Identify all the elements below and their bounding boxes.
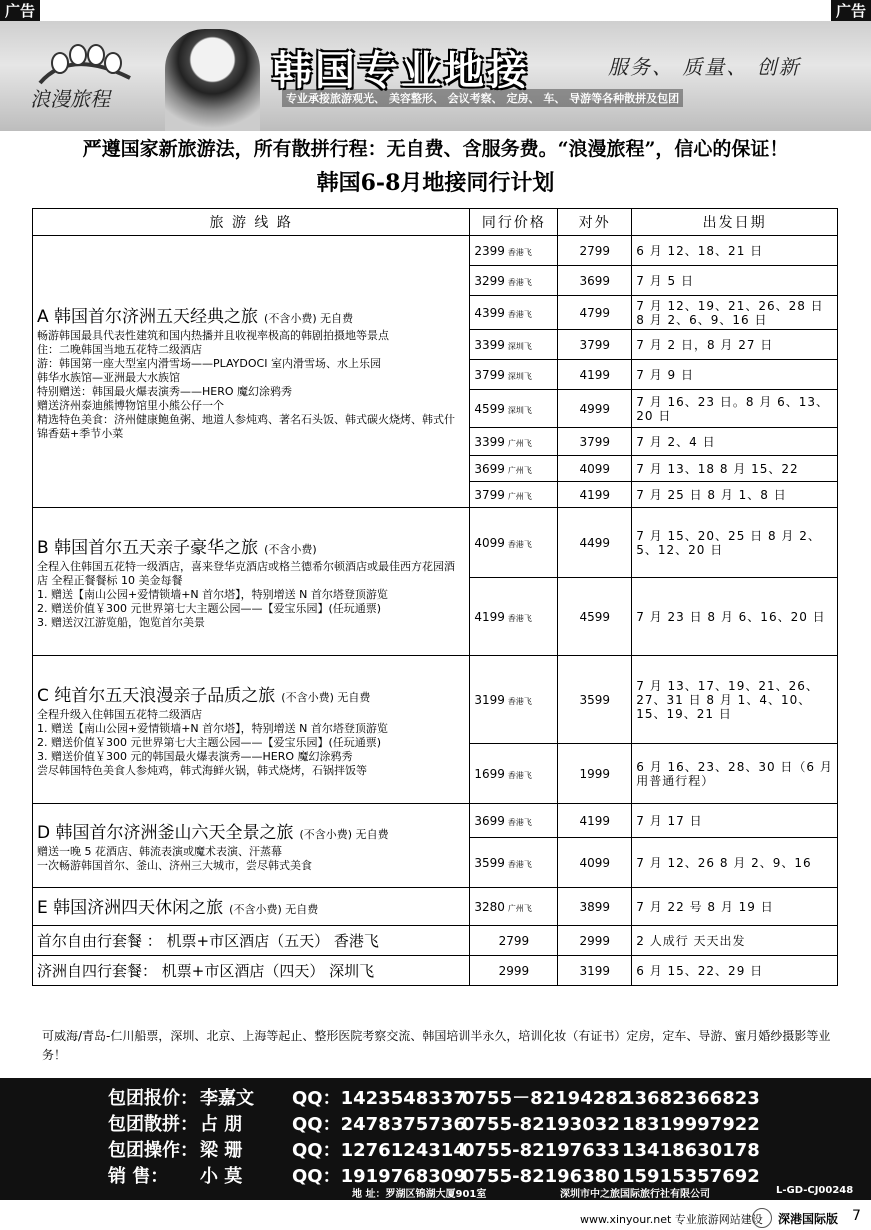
itinerary-table: [32, 208, 838, 986]
price-cell: 3799 深圳飞: [470, 360, 558, 390]
route-title: D 韩国首尔济洲釜山六天全景之旅 (不含小费) 无自费: [37, 823, 389, 843]
route-cell: [33, 888, 470, 926]
price-cell: 3280 广州飞: [470, 888, 558, 926]
headline: 严遵国家新旅游法，所有散拼行程：无自费、含服务费。“浪漫旅程”，信心的保证！: [82, 138, 789, 160]
out-price-cell: 4199: [558, 804, 632, 838]
seal-icon: [752, 1208, 772, 1228]
dates-cell: 7 月 17 日: [632, 804, 838, 838]
route-desc: 3. 赠送价值￥300 元的韩国最火爆表演秀——HERO 魔幻涂鸦秀: [37, 750, 353, 763]
edition: 深港国际版: [778, 1212, 839, 1226]
out-price-cell: 4799: [558, 296, 632, 330]
out-price-cell: 1999: [558, 744, 632, 804]
header-route: 旅 游 线 路: [33, 209, 470, 236]
footnote: 可威海/青岛-仁川船票，深圳、北京、上海等起止、整形医院考察交流、韩国培训半永久，培训化妆（有证书）定房，定车、导游、蜜月婚纱摄影等业务！: [42, 1029, 831, 1062]
dates-cell: 2 人成行 天天出发: [632, 926, 838, 956]
table-row: [33, 508, 838, 578]
contact-row: 包团散拼： 占 朋 QQ：24783757360755-82193032 18319997922: [108, 1114, 760, 1135]
route-desc: 精选特色美食：济州健康鲍鱼粥、地道人参炖鸡、著名石头饭、韩式碳火烧烤、韩式什锦香菇+季节小菜: [37, 413, 455, 440]
route-title: A 韩国首尔济洲五天经典之旅 (不含小费) 无自费: [37, 307, 354, 327]
table-row: [33, 926, 838, 956]
logo-text: 浪漫旅程: [30, 87, 110, 111]
price-cell: 3399 广州飞: [470, 428, 558, 456]
route-desc: 全程升级入住韩国五花特二级酒店: [37, 708, 202, 721]
price-cell: 3699 广州飞: [470, 456, 558, 482]
table-row: [33, 804, 838, 838]
license: L-GD-CJ00248: [776, 1185, 854, 1196]
route-desc: 2. 赠送价值￥300 元世界第七大主题公园——【爱宝乐园】(任玩通票): [37, 736, 382, 749]
route-desc: 韩华水族馆—亚洲最大水族馆: [37, 371, 180, 384]
dates-cell: 6 月 15、22、29 日: [632, 956, 838, 986]
price-cell: 3599 香港飞: [470, 838, 558, 888]
price-cell: 3299 香港飞: [470, 266, 558, 296]
dates-cell: 7 月 12、19、21、26、28 日 8 月 2、6、9、16 日: [632, 296, 838, 330]
route-cell: [33, 656, 470, 804]
free-package-label: 首尔自由行套餐 ： 机票+市区酒店（五天） 香港飞: [33, 926, 470, 956]
out-price-cell: 2999: [558, 926, 632, 956]
out-price-cell: 4499: [558, 508, 632, 578]
table-row: [33, 236, 838, 266]
dates-cell: 7 月 5 日: [632, 266, 838, 296]
price-cell: 2399 香港飞: [470, 236, 558, 266]
out-price-cell: 3199: [558, 956, 632, 986]
table-row: [33, 956, 838, 986]
price-cell: 4599 深圳飞: [470, 390, 558, 428]
route-title: B 韩国首尔五天亲子豪华之旅 (不含小费): [37, 538, 317, 558]
dates-cell: 7 月 13、18 8 月 15、22: [632, 456, 838, 482]
plan-title: 韩国6-8月地接同行计划: [316, 170, 555, 196]
out-price-cell: 4999: [558, 390, 632, 428]
out-price-cell: 4099: [558, 456, 632, 482]
header-dates: 出发日期: [632, 209, 838, 236]
free-package-label: 济洲自四行套餐： 机票+市区酒店（四天） 深圳飞: [33, 956, 470, 986]
route-desc: 一次畅游韩国首尔、釜山、济州三大城市，尝尽韩式美食: [37, 859, 312, 872]
ad-label-right: 广告: [831, 0, 871, 22]
site-text: www.xinyour.net 专业旅游网站建设: [580, 1213, 763, 1226]
header-price: 同行价格: [470, 209, 558, 236]
route-desc: 全程入住韩国五花特一级酒店，喜来登华克酒店或格兰德希尔顿酒店或最佳西方花园酒店 全程正餐餐标 10 美金每餐: [37, 560, 455, 587]
dates-cell: 7 月 9 日: [632, 360, 838, 390]
header-out: 对外: [558, 209, 632, 236]
ad-label-left: 广告: [0, 0, 40, 22]
dates-cell: 7 月 22 号 8 月 19 日: [632, 888, 838, 926]
contact-row: 包团操作： 梁 珊 QQ：12761243140755-82197633 13418630178: [108, 1140, 760, 1161]
hanbok-girl-image: [165, 29, 260, 131]
table-row: [33, 888, 838, 926]
route-cell: [33, 236, 470, 508]
contact-row: 销 售： 小 莫 QQ：19197683090755-82196380 15915357692: [108, 1166, 760, 1187]
out-price-cell: 3599: [558, 656, 632, 744]
dates-cell: 6 月 16、23、28、30 日（6 月用普通行程）: [632, 744, 838, 804]
route-desc: 特别赠送：韩国最火爆表演秀——HERO 魔幻涂鸦秀: [37, 385, 293, 398]
out-price-cell: 3799: [558, 428, 632, 456]
route-desc: 住：二晚韩国当地五花特二级酒店: [37, 343, 202, 356]
banner-subline: 专业承接旅游观光、 美容整形、 会议考察、 定房、 车、 导游等各种散拼及包团: [282, 89, 683, 107]
route-desc: 3. 赠送汉江游览船，饱览首尔美景: [37, 616, 205, 629]
dates-cell: 7 月 2、4 日: [632, 428, 838, 456]
out-price-cell: 3699: [558, 266, 632, 296]
out-price-cell: 4599: [558, 578, 632, 656]
banner: [0, 21, 871, 131]
table-row: [33, 656, 838, 744]
address: 地 址：罗湖区锦湖大厦901室: [352, 1189, 487, 1200]
dates-cell: 7 月 25 日 8 月 1、8 日: [632, 482, 838, 508]
dates-cell: 7 月 23 日 8 月 6、16、20 日: [632, 578, 838, 656]
route-desc: 1. 赠送【南山公园+爱情锁墙+N 首尔塔】，特别增送 N 首尔塔登顶游览: [37, 722, 388, 735]
price-cell: 1699 香港飞: [470, 744, 558, 804]
dates-cell: 7 月 2 日，8 月 27 日: [632, 330, 838, 360]
dates-cell: 7 月 15、20、25 日 8 月 2、5、12、20 日: [632, 508, 838, 578]
route-desc: 赠送济州泰迪熊博物馆里小熊公仔一个: [37, 399, 224, 412]
out-price-cell: 4199: [558, 360, 632, 390]
price-cell: 4099 香港飞: [470, 508, 558, 578]
out-price-cell: 3899: [558, 888, 632, 926]
out-price-cell: 3799: [558, 330, 632, 360]
banner-title: 韩国专业地接: [272, 48, 530, 94]
out-price-cell: 4099: [558, 838, 632, 888]
out-price-cell: 4199: [558, 482, 632, 508]
price-cell: 2999: [470, 956, 558, 986]
price-cell: 3399 深圳飞: [470, 330, 558, 360]
dates-cell: 6 月 12、18、21 日: [632, 236, 838, 266]
route-desc: 赠送一晚 5 花酒店、韩流表演或魔术表演、汗蒸幕: [37, 845, 282, 858]
route-desc: 畅游韩国最具代表性建筑和国内热播并且收视率极高的韩剧拍摄地等景点: [37, 329, 389, 342]
price-cell: 3799 广州飞: [470, 482, 558, 508]
route-title: C 纯首尔五天浪漫亲子品质之旅 (不含小费) 无自费: [37, 686, 371, 706]
page-number: 7: [852, 1208, 861, 1224]
price-cell: 2799: [470, 926, 558, 956]
dates-cell: 7 月 13、17、19、21、26、27、31 日 8 月 1、4、10、15、19、21 日: [632, 656, 838, 744]
route-desc: 1. 赠送【南山公园+爱情锁墙+N 首尔塔】，特别增送 N 首尔塔登顶游览: [37, 588, 388, 601]
company: 深圳市中之旅国际旅行社有限公司: [560, 1189, 710, 1200]
contact-row: 包团报价： 李嘉文 QQ：14235483370755－8219428213682366823: [108, 1088, 760, 1109]
route-desc: 游：韩国第一座大型室内滑雪场——PLAYDOCI 室内滑雪场、水上乐园: [37, 357, 381, 370]
price-cell: 4399 香港飞: [470, 296, 558, 330]
dates-cell: 7 月 12、26 8 月 2、9、16: [632, 838, 838, 888]
route-desc: 尝尽韩国特色美食人参炖鸡，韩式海鲜火锅，韩式烧烤，石锅拌饭等: [37, 764, 367, 777]
route-cell: [33, 804, 470, 888]
route-cell: [33, 508, 470, 656]
price-cell: 3699 香港飞: [470, 804, 558, 838]
price-cell: 4199 香港飞: [470, 578, 558, 656]
route-desc: 2. 赠送价值￥300 元世界第七大主题公园——【爱宝乐园】(任玩通票): [37, 602, 382, 615]
contact-panel: [0, 1078, 871, 1200]
out-price-cell: 2799: [558, 236, 632, 266]
route-title: E 韩国济洲四天休闲之旅 (不含小费) 无自费: [37, 898, 319, 918]
price-cell: 3199 香港飞: [470, 656, 558, 744]
banner-slogan: 服务、 质量、 创新: [608, 55, 801, 79]
dates-cell: 7 月 16、23 日。8 月 6、13、20 日: [632, 390, 838, 428]
page-footer: [0, 1205, 871, 1230]
